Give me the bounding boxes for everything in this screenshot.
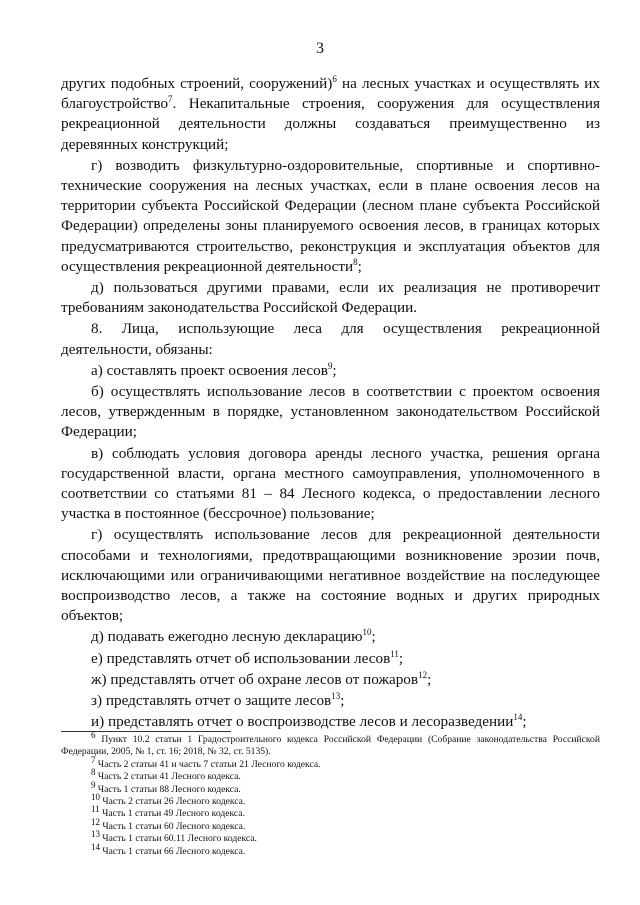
- footnote: [61, 804, 600, 820]
- paragraph-text: ;: [371, 628, 376, 646]
- footnote-text: Часть 1 статьи 66 Лесного кодекса.: [102, 845, 246, 857]
- footnote-number: 12: [91, 816, 100, 827]
- footnote-text: Часть 1 статьи 49 Лесного кодекса.: [102, 808, 245, 820]
- paragraph-text: д) подавать ежегодно лесную декларацию: [91, 628, 363, 646]
- footnote: [61, 767, 600, 783]
- paragraph: [61, 670, 600, 690]
- footnote: [61, 791, 600, 808]
- paragraph-text: . Некапитальные строения, сооружения для осуществления рекреационной деятельности должны создаваться преимущественно из деревянных конструкций;: [61, 95, 600, 153]
- footnote-ref: 8: [353, 256, 358, 267]
- paragraph: [61, 691, 600, 711]
- footnote-ref: 10: [362, 627, 372, 638]
- footnote: [61, 754, 600, 771]
- footnote-text: Часть 2 статьи 41 Лесного кодекса.: [97, 771, 241, 783]
- paragraph-text: ;: [522, 713, 527, 731]
- footnote: [61, 841, 600, 858]
- footnote-ref: 13: [331, 691, 341, 702]
- paragraph-text: з) представлять отчет о защите лесов: [91, 692, 332, 710]
- paragraph-text: на лесных участках и осуществлять их благоустройство: [61, 75, 600, 113]
- paragraph: [61, 156, 600, 277]
- paragraph-text: ;: [340, 692, 345, 710]
- footnote-text: Часть 2 статьи 41 и часть 7 статьи 21 Лесного кодекса.: [97, 758, 321, 770]
- footnote-number: 9: [91, 779, 96, 790]
- footnote-separator: [61, 731, 231, 732]
- paragraph-text: ж) представлять отчет об охране лесов от пожаров: [91, 670, 419, 688]
- footnote-number: 11: [91, 804, 100, 815]
- paragraph: [61, 319, 600, 359]
- paragraph-text: и) представлять отчет о воспроизводстве лесов и лесоразведении: [91, 713, 514, 731]
- footnote: [61, 779, 600, 796]
- footnote-number: 10: [91, 791, 100, 802]
- paragraph: [61, 525, 600, 626]
- paragraph-text: других подобных строений, сооружений): [61, 75, 333, 92]
- paragraph: [61, 361, 600, 381]
- paragraph: [61, 627, 600, 647]
- footnotes: [61, 729, 600, 858]
- paragraph: [61, 649, 600, 669]
- footnote-text: Часть 1 статьи 88 Лесного кодекса.: [97, 783, 241, 795]
- paragraph-text: ;: [357, 257, 362, 275]
- paragraph-text: е) представлять отчет об использовании лесов: [91, 649, 391, 667]
- paragraph: [61, 712, 600, 732]
- footnote-ref: 7: [168, 94, 173, 105]
- paragraph: [61, 74, 600, 155]
- footnote-ref: 9: [327, 360, 333, 371]
- footnote: [61, 829, 600, 845]
- footnote-number: 7: [91, 754, 96, 765]
- footnote-number: 8: [91, 767, 96, 778]
- footnote-ref: 12: [418, 669, 428, 680]
- paragraph: [61, 382, 600, 443]
- paragraph-text: ;: [427, 670, 432, 688]
- footnote-text: Часть 1 статьи 60 Лесного кодекса.: [102, 820, 246, 832]
- paragraph-text: г) возводить физкультурно-оздоровительные, спортивные и спортивно-технические сооружения на лесных участках, если в плане освоения лесов на территории субъекта Российской Федерации (лесном плане субъекта Российской Федерации) определены зоны планируемого освоения лесов, в границах которых предусматриваются строительство, реконструкция и эксплуатация объектов для осуществления рекреационной деятельности: [61, 156, 600, 275]
- paragraph-text: 8. Лица, использующие леса для осуществления рекреационной деятельности, обязаны:: [61, 320, 600, 358]
- body-text: [61, 74, 600, 733]
- paragraph-text: ;: [398, 649, 404, 667]
- paragraph-text: ;: [332, 361, 337, 379]
- paragraph-text: б) осуществлять использование лесов в соответствии с проектом освоения лесов, утвержденным в порядке, установленном законодательством Российской Федерации;: [61, 383, 600, 441]
- paragraph-text: а) составлять проект освоения лесов: [91, 361, 328, 379]
- footnote-number: 6: [91, 729, 96, 740]
- footnote-text: Пункт 10.2 статьи 1 Градостроительного кодекса Российской Федерации (Собрание законодательства Российской Федерации, 2005, № 1, ст. 16; 2018, № 32, ст. 5135).: [61, 734, 600, 758]
- page-number: 3: [316, 40, 324, 57]
- footnote-text: Часть 1 статьи 60.11 Лесного кодекса.: [102, 833, 257, 845]
- footnote: [61, 816, 600, 833]
- footnote: [61, 729, 600, 759]
- footnote-number: 14: [91, 841, 100, 852]
- footnote-ref: 11: [390, 648, 399, 659]
- paragraph: [61, 278, 600, 318]
- footnote-ref: 6: [332, 73, 337, 84]
- paragraph-text: в) соблюдать условия договора аренды лесного участка, решения органа государственной власти, органа местного самоуправления, уполномоченного в соответствии со статьями 81 – 84 Лесного кодекса, о предоставлении лесного участка в постоянное (бессрочное) пользование;: [61, 444, 600, 523]
- paragraph-text: г) осуществлять использование лесов для рекреационной деятельности способами и технологиями, предотвращающими возникновение эрозии почв, исключающими или ограничивающими негативное воздействие на последующее воспроизводство лесов, а также на состояние водных и других природных объектов;: [61, 526, 600, 625]
- footnote-text: Часть 2 статьи 26 Лесного кодекса.: [102, 796, 246, 808]
- paragraph-text: д) пользоваться другими правами, если их реализация не противоречит требованиям законодательства Российской Федерации.: [61, 279, 600, 317]
- footnote-number: 13: [91, 829, 100, 840]
- paragraph: [61, 444, 600, 525]
- footnote-ref: 14: [513, 712, 523, 723]
